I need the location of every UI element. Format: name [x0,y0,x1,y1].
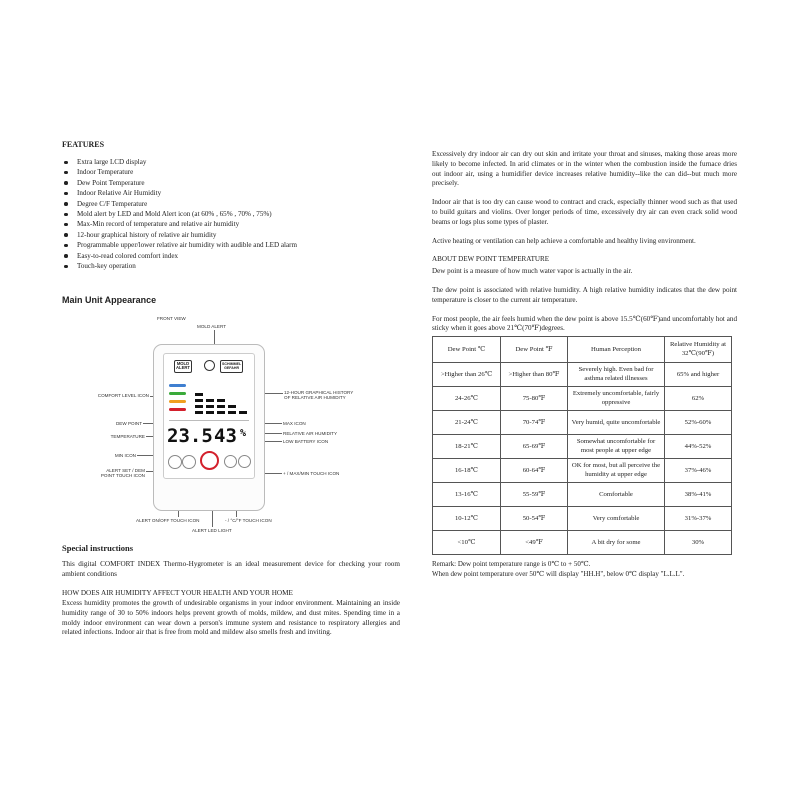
history-bar [206,411,214,414]
features-list [62,157,400,271]
label-graphical-history: 12-HOUR GRAPHICAL HISTORY OF RELATIVE AIR HUMIDITY [284,390,354,400]
label-low-battery-icon: LOW BATTERY ICON [283,439,329,444]
history-bar [195,411,203,414]
label-alert-on-off-touch-icon: ALERT ON/OFF TOUCH ICON [136,518,200,523]
table-cell: 38%-41% [665,483,732,507]
table-cell: 18-21℃ [433,435,501,459]
face-icon [204,360,215,371]
label-min-icon: MIN ICON [114,453,136,458]
table-cell: Very humid, quite uncomfortable [568,411,665,435]
humidity-reading: 43 [214,425,237,447]
table-cell: OK for most, but all perceive the humidity at upper edge [568,459,665,483]
comfort-bar-red [169,408,186,411]
table-cell: Comfortable [568,483,665,507]
thermo-hygrometer-device [153,344,265,511]
label-front-view: FRONT VIEW [157,316,186,321]
features-section [62,140,400,271]
main-unit-heading: Main Unit Appearance [62,295,157,305]
label-alert-set-touch-icon: ALERT SET / DEM POINT TOUCH ICON [100,468,145,478]
table-cell: Somewhat uncomfortable for most people at upper edge [568,435,665,459]
history-bar [195,393,203,396]
label-cf-touch-icon: - / °C/°F TOUCH ICON [225,518,272,523]
dry-air-paragraph: Excessively dry indoor air can dry out skin and irritate your throat and sinuses, making those areas more likely to become infected. In arid climates or in the winter when the combustion inside the furnace dries out indoor air, using a humidifier device increases relative humidity--like the can did--but much more precisely. [432,150,737,188]
table-row [433,411,732,435]
table-cell: 52%-60% [665,411,732,435]
feature-item: Degree C/F Temperature [62,199,400,209]
table-cell: <10℃ [433,531,501,555]
humidity-health-text: Excess humidity promotes the growth of undesirable organisms in your indoor environment. Maintaining an inside humidity range of 30 to 50% indoors helps prevent growth of molds, mildew, and dust mites. Spending time in a moldy indoor environment can wear down a person's immune system and resistance to respiratory allergies and related infections. Indoor air that is free from mold and mildew also smells fresh and inviting. [62,599,400,637]
table-cell: 30% [665,531,732,555]
table-cell: 24-26℃ [433,387,501,411]
right-column [432,150,737,580]
alert-led-light [200,451,219,470]
lcd-display [163,353,255,479]
table-row [433,387,732,411]
history-bar [239,411,247,414]
dew-point-relation-paragraph: The dew point is associated with relative humidity. A high relative humidity indicates that the dew point temperature is closer to the current air temperature. [432,285,737,304]
feature-item: Programmable upper/lower relative air humidity with audible and LED alarm [62,240,400,250]
history-bar [195,399,203,402]
table-cell: Very comfortable [568,507,665,531]
table-cell: Extremely uncomfortable, fairly oppressive [568,387,665,411]
history-bar [217,399,225,402]
table-cell: 65-69℉ [501,435,568,459]
table-cell: 75-80℉ [501,387,568,411]
table-cell: 62% [665,387,732,411]
label-relative-air-humidity: RELATIVE AIR HUMIDITY [283,431,338,436]
table-row [433,531,732,555]
table-cell: >Higher than 26℃ [433,363,501,387]
comfort-bar-blue [169,384,186,387]
history-bar [228,411,236,414]
history-bar [206,405,214,408]
dew-point-definition: Dew point is a measure of how much water vapor is actually in the air. [432,267,633,276]
table-row [433,507,732,531]
comfort-bar-orange [169,400,186,403]
table-cell: 55-59℉ [501,483,568,507]
table-cell: 13-16℃ [433,483,501,507]
special-intro: This digital COMFORT INDEX Thermo-Hygrometer is an ideal measurement device for checking your room ambient conditions [62,560,400,578]
feature-item: 12-hour graphical history of relative air humidity [62,230,400,240]
history-bar [217,405,225,408]
history-bar [206,399,214,402]
table-cell: 31%-37% [665,507,732,531]
feature-item: Max-Min record of temperature and relative air humidity [62,219,400,229]
table-cell: 50-54℉ [501,507,568,531]
label-temperature: TEMPERATURE [110,434,145,439]
table-cell: 37%-46% [665,459,732,483]
alert-set-touch-button[interactable] [168,455,182,469]
table-header: Dew Point ℉ [501,337,568,363]
alert-on-off-touch-button[interactable] [182,455,196,469]
dew-point-heading: ABOUT DEW POINT TEMPERATURE [432,255,550,264]
history-bar [195,405,203,408]
table-row [433,483,732,507]
table-header-row [433,337,732,363]
table-cell: 65% and higher [665,363,732,387]
label-mold-alert: MOLD ALERT [197,324,227,329]
feature-item: Touch-key operation [62,261,400,271]
label-max-min-touch-icon: + / MAX/MIN TOUCH ICON [283,471,340,476]
label-comfort-level-icon: COMFORT LEVEL ICON [97,393,149,398]
divider [169,420,249,421]
table-cell: 70-74℉ [501,411,568,435]
table-cell: Severely high. Even bad for asthma related illnesses [568,363,665,387]
comfort-bar-green [169,392,186,395]
table-row [433,459,732,483]
minus-cf-touch-button[interactable] [224,455,237,468]
percent-sign: % [240,428,247,439]
dew-point-table [432,336,732,555]
feature-item: Dew Point Temperature [62,178,400,188]
table-row [433,435,732,459]
temperature-reading: 23.5 [167,425,213,447]
history-bar [228,405,236,408]
plus-max-min-touch-button[interactable] [238,455,251,468]
table-cell: 60-64℉ [501,459,568,483]
label-max-icon: MAX ICON [283,421,306,426]
remark-range: Remark: Dew point temperature range is 0℃ to + 50℃. [432,560,591,569]
label-dew-point: DEW POINT [115,421,142,426]
feature-item: Indoor Relative Air Humidity [62,188,400,198]
table-header: Dew Point ℃ [433,337,501,363]
table-cell: 44%-52% [665,435,732,459]
table-cell: <49℉ [501,531,568,555]
mold-alert-box: MOLD ALERT [174,360,192,373]
special-instructions-heading: Special instructions [62,543,134,553]
dry-wood-paragraph: Indoor air that is too dry can cause wood to contract and crack, especially thinner wood such as that used to build guitars and violins. Over longer periods of time, excessively dry air can even crack solid wood beams or logs plus some types of plaster. [432,198,737,226]
table-row [433,363,732,387]
table-cell: 21-24℃ [433,411,501,435]
feature-item: Easy-to-read colored comfort index [62,251,400,261]
table-cell: 10-12℃ [433,507,501,531]
remark-display: When dew point temperature over 50℃ will display "HH.H", below 0℃ display "L.L.L". [432,569,685,578]
table-cell: 16-18℃ [433,459,501,483]
feature-item: Mold alert by LED and Mold Alert icon (at 60% , 65% , 70% , 75%) [62,209,400,219]
table-cell: A bit dry for some [568,531,665,555]
features-heading: FEATURES [62,140,105,149]
feature-item: Indoor Temperature [62,167,400,177]
label-alert-led-light: ALERT LED LIGHT [192,528,232,533]
feature-item: Extra large LCD display [62,157,400,167]
dew-point-comfort-paragraph: For most people, the air feels humid when the dew point is above 15.5℃(60℉)and uncomfortably hot and sticky when it goes above 21℃(70℉)degrees. [432,314,737,333]
table-header: Relative Humidity at 32℃(90℉) [665,337,732,363]
history-bar [217,411,225,414]
schimmel-alert-box: SCHIMMEL GEFAHR [220,360,243,373]
table-header: Human Perception [568,337,665,363]
table-cell: >Higher than 80℉ [501,363,568,387]
humidity-health-heading: HOW DOES AIR HUMIDITY AFFECT YOUR HEALTH AND YOUR HOME [62,589,293,597]
heating-paragraph: Active heating or ventilation can help achieve a comfortable and healthy living environment. [432,236,696,245]
